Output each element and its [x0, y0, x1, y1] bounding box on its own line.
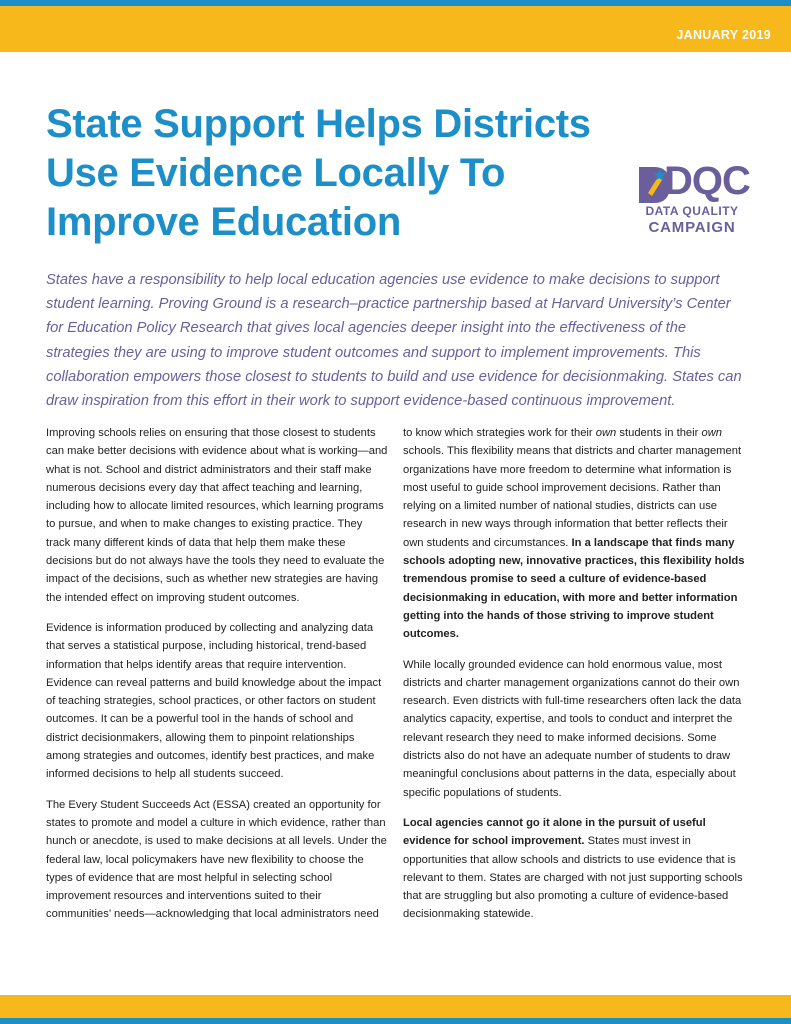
publication-date: JANUARY 2019	[676, 28, 771, 42]
intro-paragraph: States have a responsibility to help local education agencies use evidence to make decisions to support student learning. Proving Ground is a research–practice partnership based at Harvard University’s Center for Education Policy Research that gives local agencies deeper insight into the effectiveness of the strategies they are using to improve student outcomes and support to implement improvements. This collaboration empowers those closest to students to build and use evidence for decisionmaking. States can draw inspiration from this effort in their work to support evidence-based continuous improvement.	[46, 272, 742, 410]
footer-band	[0, 995, 791, 1018]
bottom-blue-stripe	[0, 1018, 791, 1024]
header-band	[0, 6, 791, 52]
body-paragraph-5: While locally grounded evidence can hold enormous value, most districts and charter management organizations cannot do their own research. Even districts with full-time researchers often lack the data analytics capacity, expertise, and tools to conduct and interpret the relevant research they need to make informed decisions. Some districts also do not have an adequate number of students to draw meaningful conclusions about patterns in the data, especially about specific populations of students.	[403, 658, 742, 799]
bold-highlight: In a landscape that finds many schools adopting new, innovative practices, this flexibility holds tremendous promise to seed a culture of evidence-based decisionmaking in education, with more and better information getting into the hands of those striving to improve student outcomes.	[403, 536, 745, 641]
logo-letters: DQC	[664, 159, 750, 203]
right-column	[403, 424, 745, 936]
left-column	[46, 424, 388, 936]
logo-line-2: CAMPAIGN	[648, 219, 736, 236]
document-title: State Support Helps Districts Use Evidence Locally To Improve Education	[46, 102, 591, 244]
body-paragraph-3: The Every Student Succeeds Act (ESSA) created an opportunity for states to promote and model a culture in which evidence, rather than hunch or anecdote, is used to make decisions at all levels. Under the federal law, local policymakers have new flexibility to choose the types of evidence that are most helpful in selecting school improvement resources and interventions suited to their communities’ needs—acknowledging that local administrators need	[46, 798, 387, 921]
bold-lead-in: Local agencies cannot go it alone in the pursuit of useful evidence for school improvement.	[403, 816, 706, 848]
logo-line-1: DATA QUALITY	[645, 204, 739, 218]
body-paragraph-4: to know which strategies work for their own students in their own schools. This flexibility means that districts and charter management organizations have more freedom to determine what information is most useful to guide school improvement decisions. Rather than relying on a limited number of national studies, districts can use research in new ways through information that better reflects their own students and circumstances. In a landscape that finds many schools adopting new, innovative practices, this flexibility holds tremendous promise to seed a culture of evidence-based decisionmaking in education, with more and better information getting into the hands of those striving to improve student outcomes.	[403, 427, 745, 641]
body-paragraph-2: Evidence is information produced by collecting and analyzing data that serves a statistical purpose, including historical, trend-based information that helps identify areas that require intervention. Evidence can reveal patterns and build knowledge about the impact of teaching strategies, school practices, or other factors on student outcomes. It can be a powerful tool in the hands of school and district decisionmakers, allowing them to pinpoint relationships among strategies and outcomes, identify best practices, and make informed decisions to help all students succeed.	[46, 621, 382, 781]
dqc-logo	[636, 159, 750, 245]
body-paragraph-1: Improving schools relies on ensuring that those closest to students can make better decisions with evidence about what is working—and what is not. School and district administrators and their staff make numerous decisions every day that affect teaching and learning, including how to allocate limited resources, which learning programs to pursue, and when to make changes to existing practice. They track many different kinds of data that help them make these decisions but do not always have the tools they need to evaluate the impact of the decisions, such as whether new strategies are having the intended effect on improving student outcomes.	[46, 427, 388, 604]
body-paragraph-6: Local agencies cannot go it alone in the pursuit of useful evidence for school improvement. States must invest in opportunities that allow schools and districts to use evidence that is relevant to them. States are charged with not just supporting schools that are struggling but also promoting a culture of evidence-based decisionmaking statewide.	[403, 816, 743, 921]
